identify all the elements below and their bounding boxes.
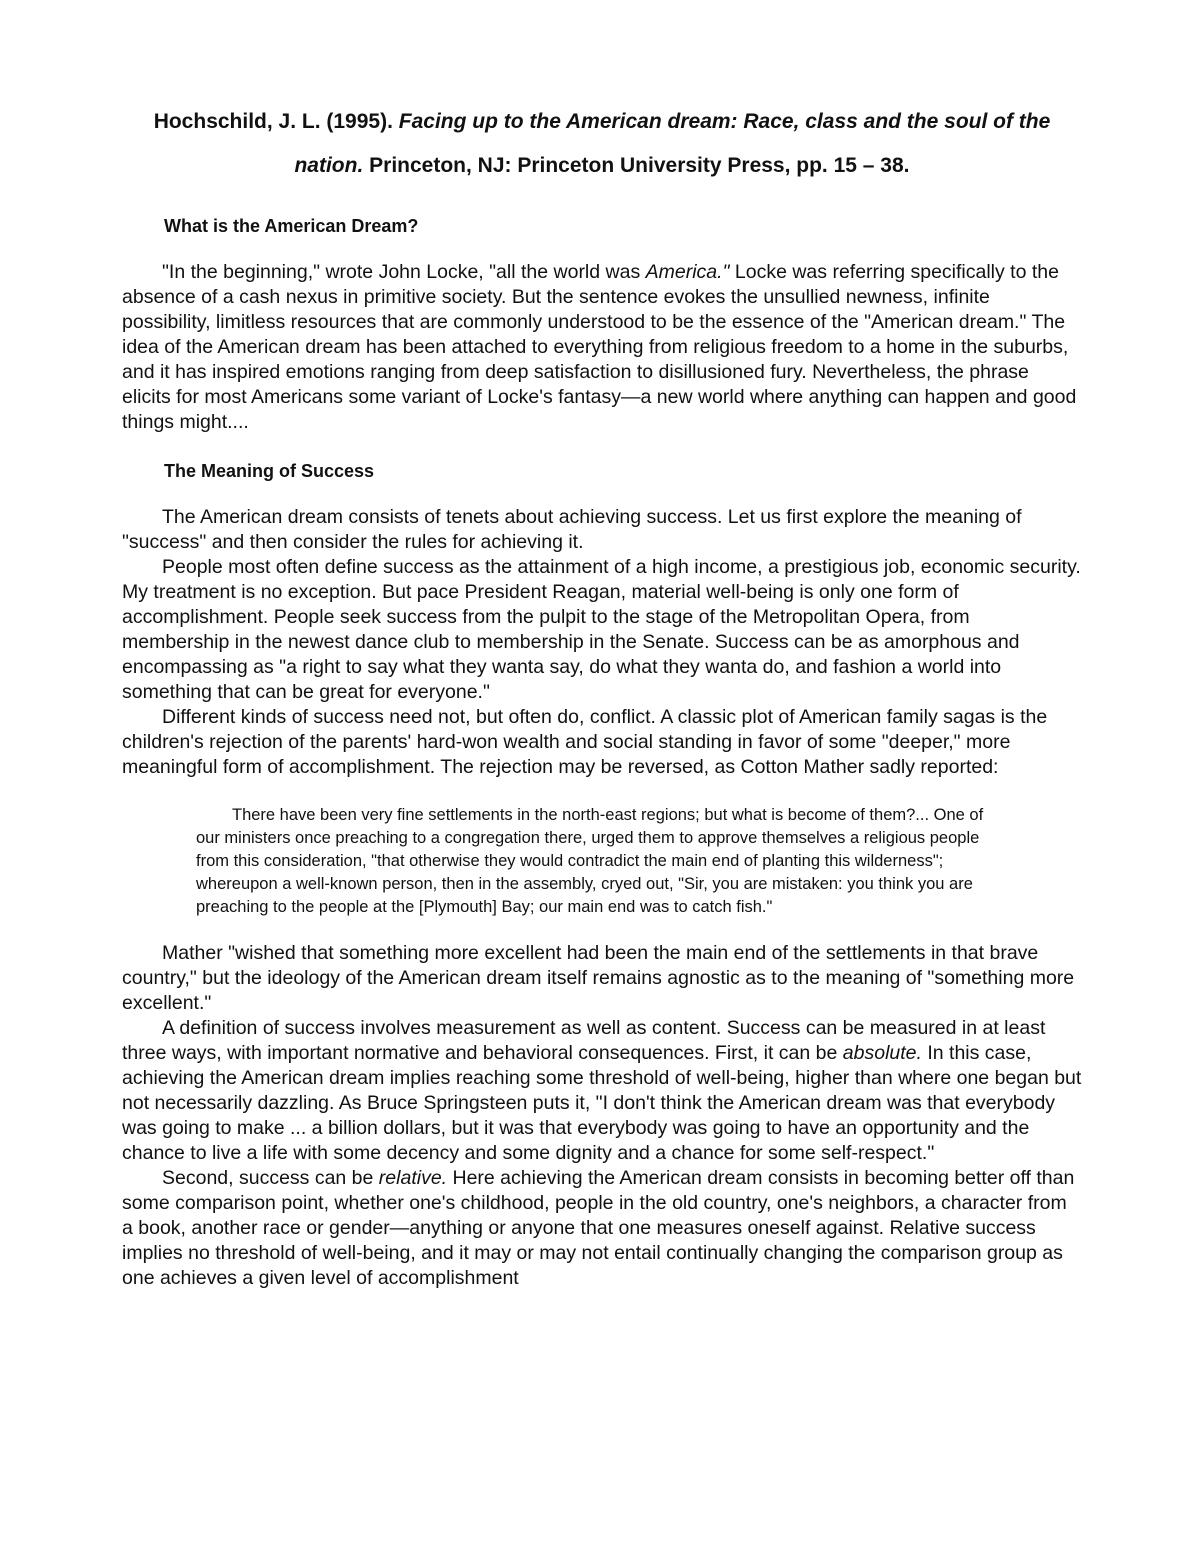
paragraph-success-conflict: Different kinds of success need not, but often do, conflict. A classic plot of American family sagas is the children's rejection of the parents' hard-won wealth and social standing in favor of some "deeper," more meaningful form of accomplishment. The rejection may be reversed, as Cotton Mather sadly reported: [122, 706, 1048, 778]
citation-publisher: Princeton, NJ: Princeton University Press, pp. 15 – 38. [369, 154, 910, 177]
paragraph-text: A definition of success involves measurement as well as content. Success can be measured in at least three ways, with important normative and behavioral consequences. First, it can be [122, 1017, 1046, 1064]
emphasis-text: absolute. [842, 1042, 922, 1064]
paragraph-success-tenets: The American dream consists of tenets about achieving success. Let us first explore the meaning of "success" and then consider the rules for achieving it. [122, 506, 1022, 553]
document-page [122, 100, 1082, 1291]
paragraph-mather-wished: Mather "wished that something more excellent had been the main end of the settlements in that brave country," but the ideology of the American dream itself remains agnostic as to the meaning of "something more excellent." [122, 942, 1075, 1014]
section-heading-american-dream: What is the American Dream? [164, 216, 419, 236]
block-quote-mather: There have been very fine settlements in the north-east regions; but what is become of them?... One of our ministers once preaching to a congregation there, urged them to approve themselves a religious people from this consideration, "that otherwise they would contradict the main end of planting this wilderness"; whereupon a well-known person, then in the assembly, cryed out, "Sir, you are mistaken: you think you are preaching to the people at the [Plymouth] Bay; our main end was to catch fish." [196, 806, 984, 916]
citation-title: Facing up to the American dream: Race, class and the soul of the nation. [294, 110, 1051, 177]
paragraph-text: Here achieving the American dream consists in becoming better off than some comparison point, whether one's childhood, people in the old country, one's neighbors, a character from a book, another race or gender—anything or anyone that one measures oneself against. Relative success implies no threshold of well-being, and it may or may not entail continually changing the comparison group as one achieves a given level of accomplishment [122, 1167, 1075, 1289]
emphasis-text: America." [645, 261, 730, 283]
citation [122, 100, 1082, 188]
citation-authors: Hochschild, J. L. (1995). [153, 110, 393, 133]
paragraph-locke [122, 260, 1082, 435]
paragraph-text: In this case, achieving the American dream implies reaching some threshold of well-being, higher than where one began but not necessarily dazzling. As Bruce Springsteen puts it, "I don't think the American dream was that everybody was going to make ... a billion dollars, but it was that everybody was going to have an opportunity and the chance to live a life with some decency and some dignity and a chance for some self-respect." [122, 1042, 1082, 1164]
paragraph-text: Second, success can be [162, 1167, 379, 1189]
section-heading-meaning-of-success: The Meaning of Success [164, 461, 375, 481]
paragraph-text: Locke was referring specifically to the absence of a cash nexus in primitive society. But the sentence evokes the unsullied newness, infinite possibility, limitless resources that are commonly understood to be the essence of the "American dream." The idea of the American dream has been attached to everything from religious freedom to a home in the suburbs, and it has inspired emotions ranging from deep satisfaction to disillusioned fury. Nevertheless, the phrase elicits for most Americans some variant of Locke's fantasy—a new world where anything can happen and good things might.... [122, 261, 1077, 433]
emphasis-text: relative. [378, 1167, 448, 1189]
paragraph-success-definition: People most often define success as the attainment of a high income, a prestigious job, economic security. My treatment is no exception. But pace President Reagan, material well-being is only one form of accomplishment. People seek success from the pulpit to the stage of the Metropolitan Opera, from membership in the newest dance club to membership in the Senate. Success can be as amorphous and encompassing as "a right to say what they wanta say, do what they wanta do, and fashion a world into something that can be great for everyone." [122, 556, 1081, 703]
paragraph-text: "In the beginning," wrote John Locke, "all the world was [162, 261, 646, 283]
paragraph-relative-success [122, 1166, 1082, 1291]
paragraph-absolute-success [122, 1016, 1082, 1166]
